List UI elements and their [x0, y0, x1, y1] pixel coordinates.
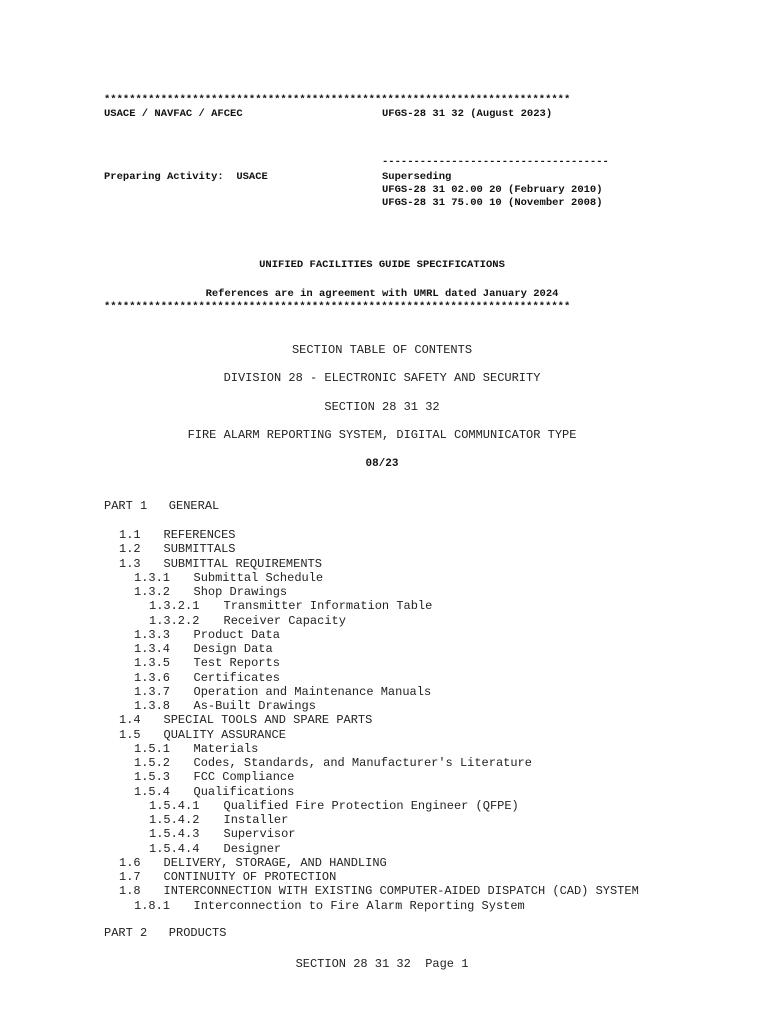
toc-entry: [104, 571, 639, 585]
toc-entry-number: 1.3.7: [134, 684, 171, 699]
header-star-rule-bottom: **************************************************************************: [104, 301, 571, 313]
toc-entry-title: Materials: [193, 741, 259, 756]
toc-entry-number: 1.3.2.1: [149, 599, 200, 614]
toc-entry-title: Certificates: [193, 670, 280, 685]
toc-entry-title: SPECIAL TOOLS AND SPARE PARTS: [163, 713, 373, 728]
toc-entry-number: 1.5: [119, 727, 141, 742]
toc-entry-title: Codes, Standards, and Manufacturer's Literature: [193, 756, 532, 770]
toc-entry: [104, 770, 639, 784]
toc-entry-number: 1.3.1: [134, 570, 171, 585]
toc-entry-number: 1.3.3: [134, 627, 171, 642]
toc-entry-title: QUALITY ASSURANCE: [163, 727, 286, 742]
header-dash-rule: ------------------------------------: [382, 156, 609, 168]
toc-entry-number: 1.5.4.4: [149, 841, 200, 856]
toc-entry: [104, 713, 639, 727]
toc-entry: [104, 842, 639, 856]
toc-entry-number: 1.5.3: [134, 770, 171, 785]
toc-entry-title: Receiver Capacity: [223, 613, 346, 628]
toc-entry: [104, 856, 639, 870]
toc-entry: [104, 628, 639, 642]
toc-entry-number: 1.8.1: [134, 898, 171, 913]
header-superseded-spec-2: UFGS-28 31 75.00 10 (November 2008): [382, 197, 603, 209]
toc-entry-number: 1.1: [119, 528, 141, 542]
toc-entry-title: Installer: [223, 813, 289, 827]
toc-entry: [104, 585, 639, 599]
toc-entry-title: DELIVERY, STORAGE, AND HANDLING: [163, 855, 387, 870]
toc-entry-number: 1.3.4: [134, 642, 171, 656]
section-number: SECTION 28 31 32: [324, 400, 440, 414]
umrl-note: References are in agreement with UMRL dated January 2024: [205, 288, 559, 300]
toc-entry-title: As-Built Drawings: [193, 699, 316, 713]
toc-entry-number: 1.8: [119, 884, 141, 899]
toc-entry: [104, 884, 639, 898]
toc-entry-number: 1.3.6: [134, 670, 171, 685]
toc-entry-number: 1.5.4: [134, 784, 171, 799]
toc-entry-number: 1.3.2.2: [149, 613, 200, 628]
toc-entry-number: 1.4: [119, 713, 141, 728]
toc-entry-title: Interconnection to Fire Alarm Reporting System: [193, 898, 525, 913]
toc-entry-number: 1.3.8: [134, 699, 171, 713]
toc-entry: [104, 599, 639, 613]
header-spec-id: UFGS-28 31 32 (August 2023): [382, 108, 553, 120]
toc-entry: [104, 756, 639, 770]
page-footer: SECTION 28 31 32 Page 1: [295, 957, 469, 971]
toc-entry-number: 1.5.4.1: [149, 798, 200, 813]
toc-entry: [104, 685, 639, 699]
toc-entry-number: 1.5.2: [134, 756, 171, 770]
toc-entry: [104, 557, 639, 571]
toc-entry: [104, 656, 639, 670]
toc-entry-title: Qualified Fire Protection Engineer (QFPE): [223, 798, 519, 813]
toc-entry-number: 1.3.5: [134, 656, 171, 671]
header-star-rule-top: **************************************************************************: [104, 94, 571, 106]
toc-entry-title: Product Data: [193, 627, 280, 642]
toc-entry: [104, 671, 639, 685]
header-superseding-label: Superseding: [382, 171, 452, 183]
toc-entry-title: SUBMITTAL REQUIREMENTS: [163, 556, 322, 571]
toc-entry-title: SUBMITTALS: [163, 542, 236, 557]
toc-entry-title: FCC Compliance: [193, 770, 295, 785]
toc-entry-number: 1.3.2: [134, 585, 171, 599]
toc-entry-number: 1.5.4.2: [149, 813, 200, 827]
toc-entry-title: Operation and Maintenance Manuals: [193, 684, 432, 699]
date-code: 08/23: [365, 458, 399, 470]
toc-entry: [104, 742, 639, 756]
division-title: DIVISION 28 - ELECTRONIC SAFETY AND SECURITY: [223, 371, 541, 385]
toc-entry: [104, 813, 639, 827]
toc-entry-title: Transmitter Information Table: [223, 599, 433, 614]
toc-entry: [104, 899, 639, 913]
toc-entry: [104, 827, 639, 841]
toc-entry-number: 1.2: [119, 542, 141, 557]
toc-entry-title: Design Data: [193, 642, 273, 656]
system-title: FIRE ALARM REPORTING SYSTEM, DIGITAL COMMUNICATOR TYPE: [187, 428, 577, 442]
toc-list: [104, 528, 639, 913]
toc-entry: [104, 614, 639, 628]
toc-entry-number: 1.3: [119, 556, 141, 571]
toc-entry-title: Test Reports: [193, 656, 280, 671]
header-superseded-spec-1: UFGS-28 31 02.00 20 (February 2010): [382, 184, 603, 196]
toc-entry: [104, 799, 639, 813]
toc-entry-title: INTERCONNECTION WITH EXISTING COMPUTER-AIDED DISPATCH (CAD) SYSTEM: [163, 884, 639, 899]
toc-entry: [104, 642, 639, 656]
toc-entry-title: Qualifications: [193, 784, 295, 799]
toc-entry: [104, 542, 639, 556]
toc-entry-title: CONTINUITY OF PROTECTION: [163, 870, 337, 884]
toc-entry-title: Supervisor: [223, 827, 296, 842]
part-2-heading: PART 2 PRODUCTS: [104, 926, 227, 940]
toc-entry-number: 1.5.4.3: [149, 827, 200, 842]
toc-entry-title: Shop Drawings: [193, 585, 288, 599]
toc-entry-title: REFERENCES: [163, 528, 236, 542]
toc-entry-title: Designer: [223, 841, 282, 856]
header-org: USACE / NAVFAC / AFCEC: [104, 108, 243, 120]
toc-entry: [104, 699, 639, 713]
toc-entry: [104, 528, 639, 542]
part-1-heading: PART 1 GENERAL: [104, 499, 220, 513]
toc-entry-number: 1.6: [119, 855, 141, 870]
toc-entry: [104, 785, 639, 799]
header-preparing-activity: Preparing Activity: USACE: [104, 171, 268, 183]
guide-title: UNIFIED FACILITIES GUIDE SPECIFICATIONS: [259, 259, 505, 271]
toc-entry-number: 1.7: [119, 870, 141, 884]
toc-entry: [104, 728, 639, 742]
toc-entry-title: Submittal Schedule: [193, 570, 324, 585]
toc-entry: [104, 870, 639, 884]
toc-heading: SECTION TABLE OF CONTENTS: [291, 343, 473, 357]
toc-entry-number: 1.5.1: [134, 741, 171, 756]
